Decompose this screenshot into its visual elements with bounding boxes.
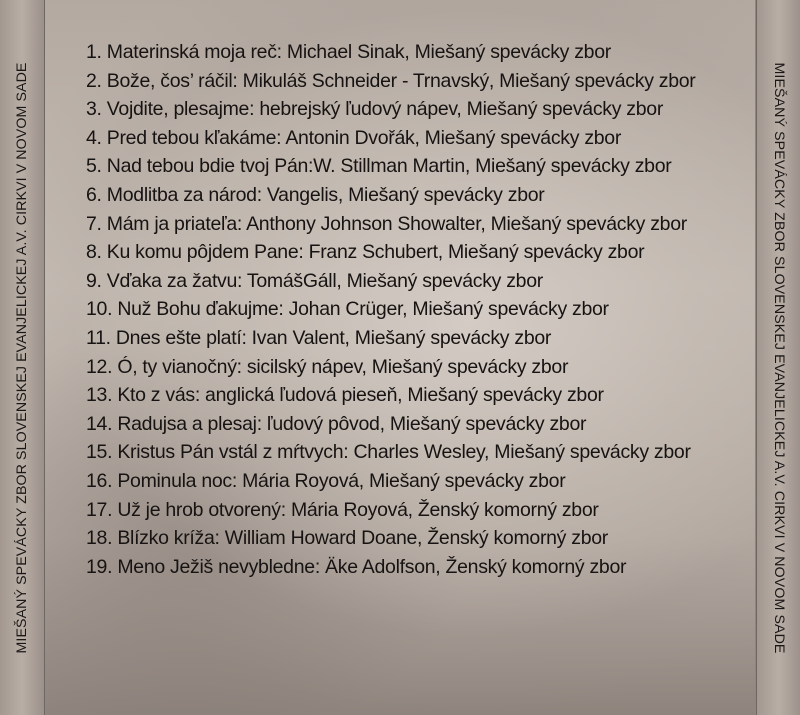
tracklist-panel — [45, 0, 755, 715]
left-spine — [0, 0, 45, 715]
track-item: 13. Kto z vás: anglická ľudová pieseň, Miešaný spevácky zbor — [86, 384, 604, 407]
track-item: 14. Radujsa a plesaj: ľudový pôvod, Miešaný spevácky zbor — [86, 412, 587, 435]
left-spine-title: MIEŠANÝ SPEVÁCKY ZBOR SLOVENSKEJ EVANJELICKEJ A.V. CIRKVI V NOVOM SADE — [14, 62, 30, 653]
track-item: 6. Modlitba za národ: Vangelis, Miešaný spevácky zbor — [86, 183, 545, 206]
track-item: 15. Kristus Pán vstál z mŕtvych: Charles Wesley, Miešaný spevácky zbor — [86, 441, 691, 464]
track-item: 11. Dnes ešte platí: Ivan Valent, Miešaný spevácky zbor — [86, 326, 552, 349]
track-item: 17. Už je hrob otvorený: Mária Royová, Ženský komorný zbor — [86, 498, 599, 521]
track-item: 18. Blízko kríža: William Howard Doane, Ženský komorný zbor — [86, 527, 608, 550]
track-item: 7. Mám ja priateľa: Anthony Johnson Showalter, Miešaný spevácky zbor — [86, 212, 687, 235]
track-item: 9. Vďaka za žatvu: TomášGáll, Miešaný spevácky zbor — [86, 269, 543, 292]
tracklist — [86, 38, 696, 581]
track-item: 4. Pred tebou kľakáme: Antonin Dvořák, Miešaný spevácky zbor — [86, 126, 622, 149]
track-item: 2. Bože, čos’ ráčil: Mikuláš Schneider - Trnavský, Miešaný spevácky zbor — [86, 69, 696, 92]
track-item: 8. Ku komu pôjdem Pane: Franz Schubert, Miešaný spevácky zbor — [86, 241, 645, 264]
track-item: 12. Ó, ty vianočný: sicilský nápev, Miešaný spevácky zbor — [86, 355, 569, 378]
track-item: 10. Nuž Bohu ďakujme: Johan Crüger, Miešaný spevácky zbor — [86, 298, 609, 321]
track-item: 1. Materinská moja reč: Michael Sinak, Miešaný spevácky zbor — [86, 41, 611, 63]
track-item: 16. Pominula noc: Mária Royová, Miešaný spevácky zbor — [86, 469, 566, 492]
track-item: 5. Nad tebou bdie tvoj Pán:W. Stillman Martin, Miešaný spevácky zbor — [86, 155, 672, 178]
right-spine — [756, 0, 800, 715]
right-spine-title: MIEŠANÝ SPEVÁCKY ZBOR SLOVENSKEJ EVANJELICKEJ A.V. CIRKVI V NOVOM SADE — [771, 62, 787, 653]
track-item: 3. Vojdite, plesajme: hebrejský ľudový nápev, Miešaný spevácky zbor — [86, 98, 664, 121]
track-item: 19. Meno Ježiš nevybledne: Äke Adolfson, Ženský komorný zbor — [86, 555, 627, 578]
